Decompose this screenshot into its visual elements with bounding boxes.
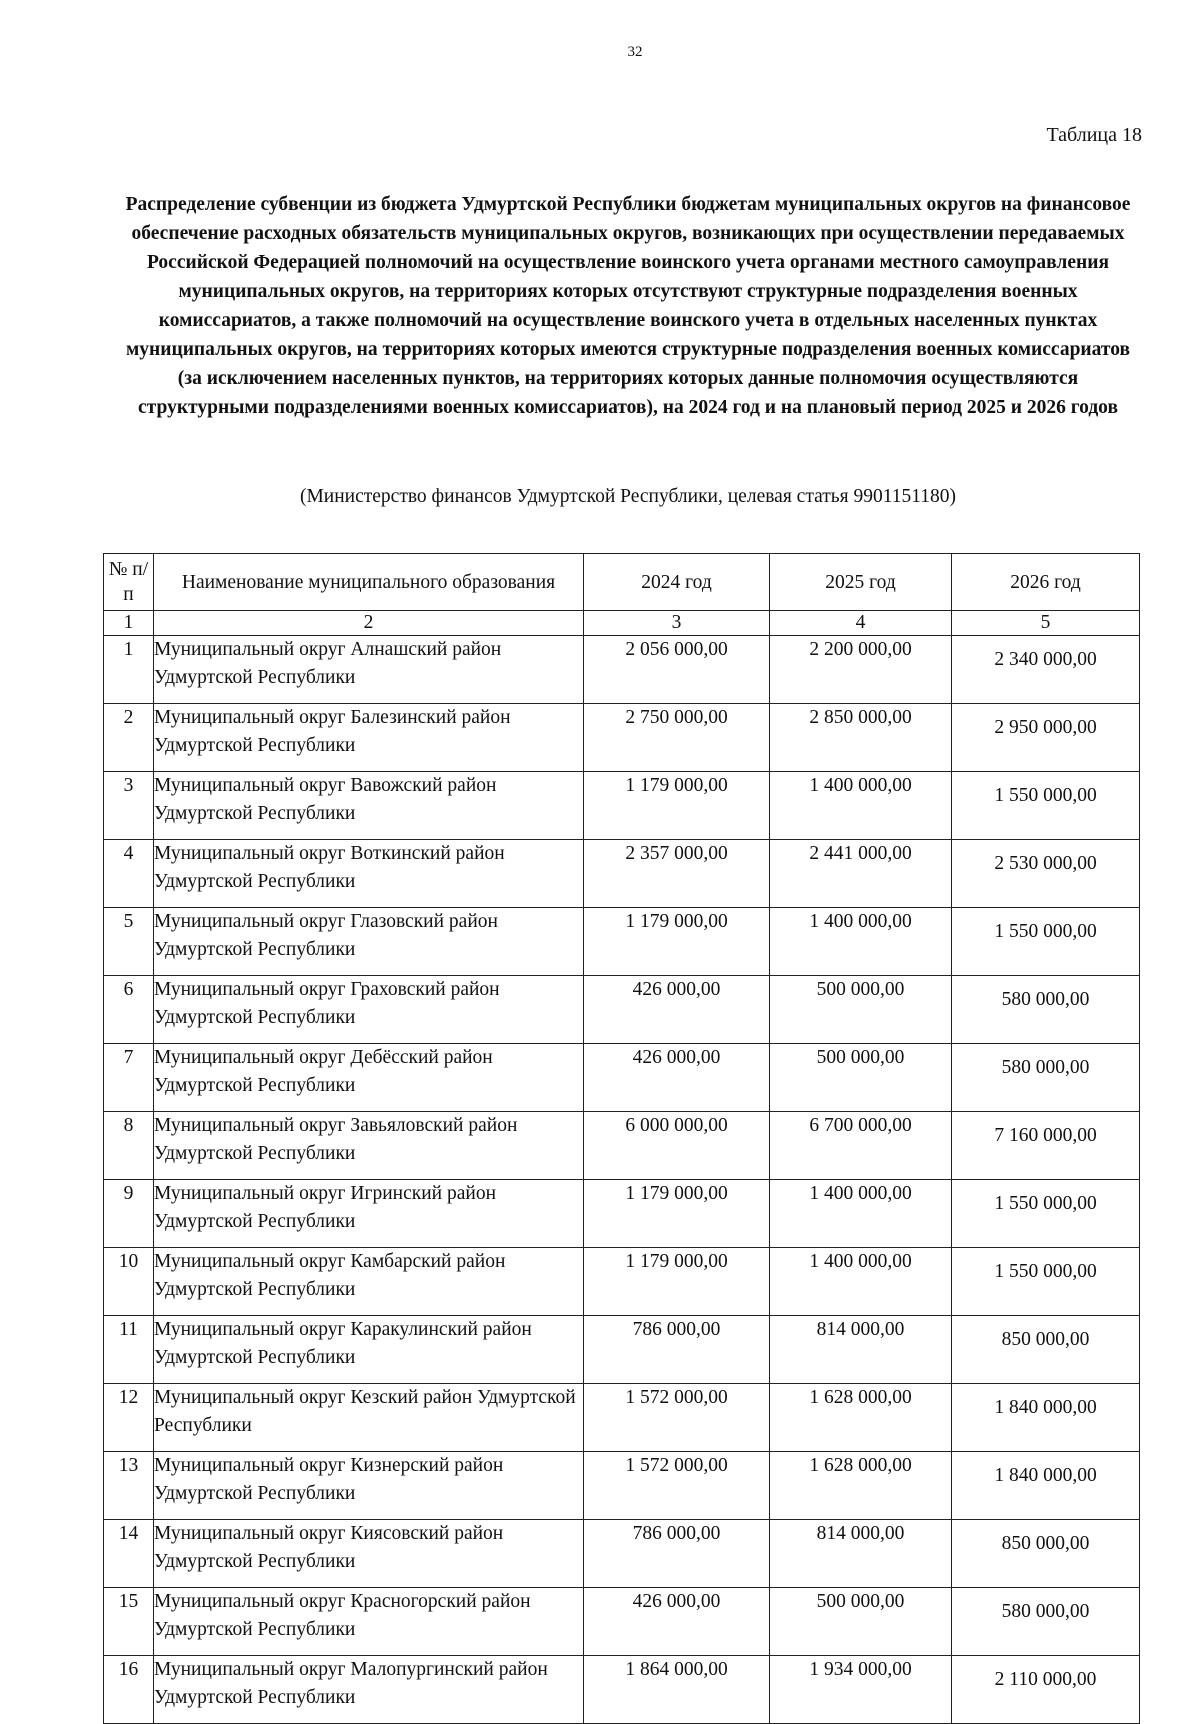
- amount-2025: 6 700 000,00: [770, 1112, 952, 1180]
- amount-2026: 2 340 000,00: [952, 636, 1140, 704]
- header-name: Наименование муниципального образования: [154, 554, 584, 611]
- row-number: 13: [104, 1452, 154, 1520]
- row-number: 10: [104, 1248, 154, 1316]
- row-number: 15: [104, 1588, 154, 1656]
- amount-2024: 2 357 000,00: [584, 840, 770, 908]
- row-number: 2: [104, 704, 154, 772]
- amount-2025: 814 000,00: [770, 1316, 952, 1384]
- column-index: 1: [104, 611, 154, 636]
- table-row: [104, 1044, 1140, 1112]
- row-number: 12: [104, 1384, 154, 1452]
- header-2026: 2026 год: [952, 554, 1140, 611]
- municipality-name: Муниципальный округ Малопургинский район Удмуртской Республики: [154, 1656, 584, 1724]
- amount-2026: 580 000,00: [952, 976, 1140, 1044]
- amount-2024: 1 179 000,00: [584, 908, 770, 976]
- table-row: [104, 772, 1140, 840]
- municipality-name: Муниципальный округ Камбарский район Удмуртской Республики: [154, 1248, 584, 1316]
- column-index: 2: [154, 611, 584, 636]
- amount-2025: 1 400 000,00: [770, 772, 952, 840]
- table-row: [104, 908, 1140, 976]
- amount-2025: 500 000,00: [770, 1588, 952, 1656]
- amount-2025: 814 000,00: [770, 1520, 952, 1588]
- amount-2025: 2 200 000,00: [770, 636, 952, 704]
- amount-2025: 1 400 000,00: [770, 1180, 952, 1248]
- amount-2024: 426 000,00: [584, 976, 770, 1044]
- table-row: [104, 840, 1140, 908]
- amount-2026: 2 950 000,00: [952, 704, 1140, 772]
- row-number: 4: [104, 840, 154, 908]
- amount-2026: 1 840 000,00: [952, 1452, 1140, 1520]
- amount-2024: 1 864 000,00: [584, 1656, 770, 1724]
- amount-2024: 1 179 000,00: [584, 772, 770, 840]
- amount-2026: 7 160 000,00: [952, 1112, 1140, 1180]
- amount-2026: 850 000,00: [952, 1520, 1140, 1588]
- amount-2026: 1 550 000,00: [952, 1248, 1140, 1316]
- amount-2026: 2 530 000,00: [952, 840, 1140, 908]
- table-row: [104, 1588, 1140, 1656]
- row-number: 3: [104, 772, 154, 840]
- row-number: 16: [104, 1656, 154, 1724]
- amount-2026: 1 550 000,00: [952, 908, 1140, 976]
- amount-2024: 2 056 000,00: [584, 636, 770, 704]
- amount-2026: 1 550 000,00: [952, 772, 1140, 840]
- table-row: [104, 1520, 1140, 1588]
- amount-2026: 2 110 000,00: [952, 1656, 1140, 1724]
- header-number: № п/п: [104, 554, 154, 611]
- municipality-name: Муниципальный округ Вавожский район Удмуртской Республики: [154, 772, 584, 840]
- page-number: 32: [627, 44, 643, 60]
- municipality-name: Муниципальный округ Игринский район Удмуртской Республики: [154, 1180, 584, 1248]
- municipality-name: Муниципальный округ Красногорский район Удмуртской Республики: [154, 1588, 584, 1656]
- amount-2025: 1 400 000,00: [770, 908, 952, 976]
- table-row: [104, 1180, 1140, 1248]
- amount-2024: 1 179 000,00: [584, 1248, 770, 1316]
- municipality-name: Муниципальный округ Каракулинский район Удмуртской Республики: [154, 1316, 584, 1384]
- municipality-name: Муниципальный округ Воткинский район Удмуртской Республики: [154, 840, 584, 908]
- municipality-name: Муниципальный округ Киясовский район Удмуртской Республики: [154, 1520, 584, 1588]
- amount-2025: 1 934 000,00: [770, 1656, 952, 1724]
- column-index: 4: [770, 611, 952, 636]
- municipality-name: Муниципальный округ Глазовский район Удмуртской Республики: [154, 908, 584, 976]
- table-row: [104, 1248, 1140, 1316]
- amount-2026: 850 000,00: [952, 1316, 1140, 1384]
- row-number: 1: [104, 636, 154, 704]
- row-number: 14: [104, 1520, 154, 1588]
- column-index-row: [104, 611, 1140, 636]
- table-row: [104, 976, 1140, 1044]
- amount-2024: 426 000,00: [584, 1588, 770, 1656]
- municipality-name: Муниципальный округ Дебёсский район Удмуртской Республики: [154, 1044, 584, 1112]
- amount-2024: 2 750 000,00: [584, 704, 770, 772]
- column-index: 5: [952, 611, 1140, 636]
- table-row: [104, 636, 1140, 704]
- amount-2025: 1 628 000,00: [770, 1384, 952, 1452]
- amount-2025: 500 000,00: [770, 976, 952, 1044]
- amount-2026: 580 000,00: [952, 1044, 1140, 1112]
- header-2024: 2024 год: [584, 554, 770, 611]
- amount-2025: 2 850 000,00: [770, 704, 952, 772]
- amount-2024: 1 572 000,00: [584, 1452, 770, 1520]
- amount-2026: 580 000,00: [952, 1588, 1140, 1656]
- amount-2026: 1 840 000,00: [952, 1384, 1140, 1452]
- amount-2024: 426 000,00: [584, 1044, 770, 1112]
- document-subtitle: (Министерство финансов Удмуртской Республики, целевая статья 9901151180): [299, 486, 957, 507]
- table-label: Таблица 18: [1046, 124, 1142, 146]
- row-number: 7: [104, 1044, 154, 1112]
- table-row: [104, 1656, 1140, 1724]
- allocation-table: [103, 553, 1140, 1724]
- table-header-row: [104, 554, 1140, 611]
- amount-2024: 786 000,00: [584, 1316, 770, 1384]
- row-number: 5: [104, 908, 154, 976]
- document-title: Распределение субвенции из бюджета Удмуртской Республики бюджетам муниципальных округов на финансовое обеспечение расходных обязательств муниципальных округов, возникающих при осуществлении передаваемых Российской Федерацией полномочий на осуществление воинского учета органами местного самоуправления муниципальных округов, на территориях которых отсутствуют структурные подразделения военных комиссариатов, а также полномочий на осуществление воинского учета в отдельных населенных пунктах муниципальных округов, на территориях которых имеются структурные подразделения военных комиссариатов (за исключением населенных пунктов, на территориях которых данные полномочия осуществляются структурными подразделениями военных комиссариатов), на 2024 год и на плановый период 2025 и 2026 годов: [125, 194, 1131, 418]
- amount-2026: 1 550 000,00: [952, 1180, 1140, 1248]
- municipality-name: Муниципальный округ Балезинский район Удмуртской Республики: [154, 704, 584, 772]
- table-body: [104, 636, 1140, 1724]
- amount-2025: 1 400 000,00: [770, 1248, 952, 1316]
- municipality-name: Муниципальный округ Кезский район Удмуртской Республики: [154, 1384, 584, 1452]
- amount-2025: 500 000,00: [770, 1044, 952, 1112]
- amount-2024: 6 000 000,00: [584, 1112, 770, 1180]
- table-row: [104, 1384, 1140, 1452]
- row-number: 8: [104, 1112, 154, 1180]
- amount-2025: 2 441 000,00: [770, 840, 952, 908]
- column-index: 3: [584, 611, 770, 636]
- municipality-name: Муниципальный округ Алнашский район Удмуртской Республики: [154, 636, 584, 704]
- amount-2024: 1 179 000,00: [584, 1180, 770, 1248]
- amount-2024: 1 572 000,00: [584, 1384, 770, 1452]
- municipality-name: Муниципальный округ Завьяловский район Удмуртской Республики: [154, 1112, 584, 1180]
- amount-2024: 786 000,00: [584, 1520, 770, 1588]
- table-row: [104, 1316, 1140, 1384]
- row-number: 11: [104, 1316, 154, 1384]
- row-number: 6: [104, 976, 154, 1044]
- municipality-name: Муниципальный округ Кизнерский район Удмуртской Республики: [154, 1452, 584, 1520]
- header-2025: 2025 год: [770, 554, 952, 611]
- table-row: [104, 1452, 1140, 1520]
- municipality-name: Муниципальный округ Граховский район Удмуртской Республики: [154, 976, 584, 1044]
- amount-2025: 1 628 000,00: [770, 1452, 952, 1520]
- row-number: 9: [104, 1180, 154, 1248]
- table-row: [104, 1112, 1140, 1180]
- table-row: [104, 704, 1140, 772]
